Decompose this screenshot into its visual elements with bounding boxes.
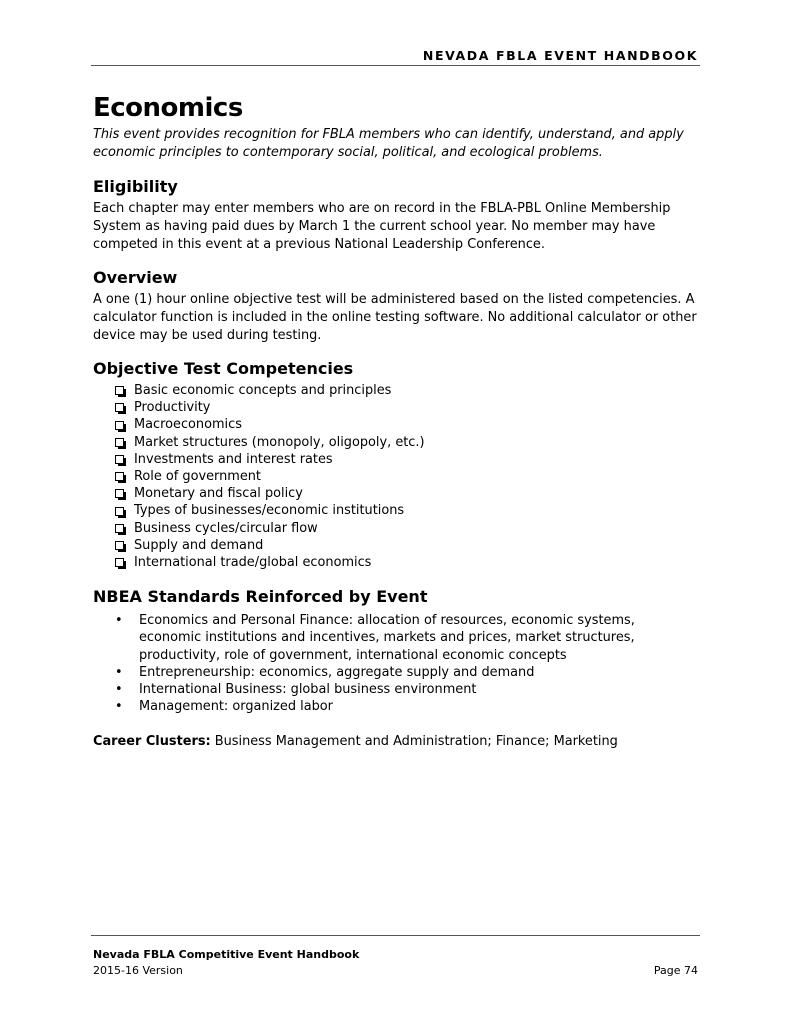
page-content <box>93 92 700 751</box>
career-clusters-label: Career Clusters: <box>93 734 211 750</box>
list-item <box>115 451 700 468</box>
standard-text: Economics and Personal Finance: allocation of resources, economic systems, economic institutions and incentives, markets and prices, market structures, productivity, role of government, international economic concepts <box>139 613 635 663</box>
list-item <box>115 434 700 451</box>
career-clusters-value: Business Management and Administration; Finance; Marketing <box>210 734 618 750</box>
bullet-icon: • <box>115 699 123 715</box>
header-divider <box>91 65 700 66</box>
standard-text: International Business: global business environment <box>139 682 477 698</box>
checkbox-icon <box>115 558 124 567</box>
page-number: Page 74 <box>653 964 698 977</box>
eligibility-heading: Eligibility <box>93 177 178 196</box>
checkbox-icon <box>115 472 124 481</box>
checkbox-icon <box>115 524 124 533</box>
career-clusters <box>93 733 700 751</box>
footer-version: 2015-16 Version <box>93 964 183 977</box>
event-intro: This event provides recognition for FBLA members who can identify, understand, and apply economic principles to contemporary social, political, and ecological problems. <box>93 127 684 160</box>
competencies-heading: Objective Test Competencies <box>93 359 354 378</box>
competency-label: Market structures (monopoly, oligopoly, etc.) <box>134 434 425 450</box>
checkbox-icon <box>115 455 124 464</box>
eligibility-text: Each chapter may enter members who are on record in the FBLA-PBL Online Membership System as having paid dues by March 1 the current school year. No member may have competed in this event at a previous National Leadership Conference. <box>93 201 671 252</box>
page-title: Economics <box>93 93 243 123</box>
bullet-icon: • <box>115 613 123 629</box>
list-item <box>115 382 700 399</box>
checkbox-icon <box>115 489 124 498</box>
overview-section <box>93 268 700 345</box>
competency-label: Business cycles/circular flow <box>134 520 318 536</box>
competency-label: Investments and interest rates <box>134 451 333 467</box>
footer-title: Nevada FBLA Competitive Event Handbook <box>93 948 360 961</box>
competency-label: Productivity <box>134 400 211 416</box>
bullet-icon: • <box>115 682 123 698</box>
list-item <box>115 502 700 519</box>
competency-label: Role of government <box>134 469 261 485</box>
checkbox-icon <box>115 386 124 395</box>
competencies-list <box>93 382 700 571</box>
list-item <box>115 612 700 664</box>
competency-label: Monetary and fiscal policy <box>134 486 303 502</box>
nbea-heading: NBEA Standards Reinforced by Event <box>93 587 428 607</box>
checkbox-icon <box>115 403 124 412</box>
list-item <box>115 681 700 698</box>
competency-label: International trade/global economics <box>134 555 372 571</box>
competency-label: Basic economic concepts and principles <box>134 383 392 398</box>
list-item <box>115 554 700 571</box>
nbea-section <box>93 587 700 715</box>
footer-divider <box>91 935 700 936</box>
list-item <box>115 416 700 433</box>
list-item <box>115 485 700 502</box>
running-header: NEVADA FBLA EVENT HANDBOOK <box>422 48 698 63</box>
competencies-section <box>93 359 700 571</box>
overview-text: A one (1) hour online objective test will be administered based on the listed competencies. A calculator function is included in the online testing software. No additional calculator or other device may be used during testing. <box>93 292 697 343</box>
list-item <box>115 698 700 715</box>
list-item <box>115 537 700 554</box>
competency-label: Macroeconomics <box>134 417 242 433</box>
competency-label: Types of businesses/economic institutions <box>134 503 405 519</box>
list-item <box>115 468 700 485</box>
list-item <box>115 664 700 681</box>
nbea-list <box>93 612 700 715</box>
list-item <box>115 399 700 416</box>
standard-text: Management: organized labor <box>139 699 333 715</box>
checkbox-icon <box>115 438 124 447</box>
list-item <box>115 520 700 537</box>
checkbox-icon <box>115 541 124 550</box>
checkbox-icon <box>115 421 124 430</box>
competency-label: Supply and demand <box>134 537 264 553</box>
overview-heading: Overview <box>93 268 178 287</box>
checkbox-icon <box>115 507 124 516</box>
eligibility-section <box>93 177 700 254</box>
standard-text: Entrepreneurship: economics, aggregate supply and demand <box>139 664 535 680</box>
bullet-icon: • <box>115 664 123 680</box>
